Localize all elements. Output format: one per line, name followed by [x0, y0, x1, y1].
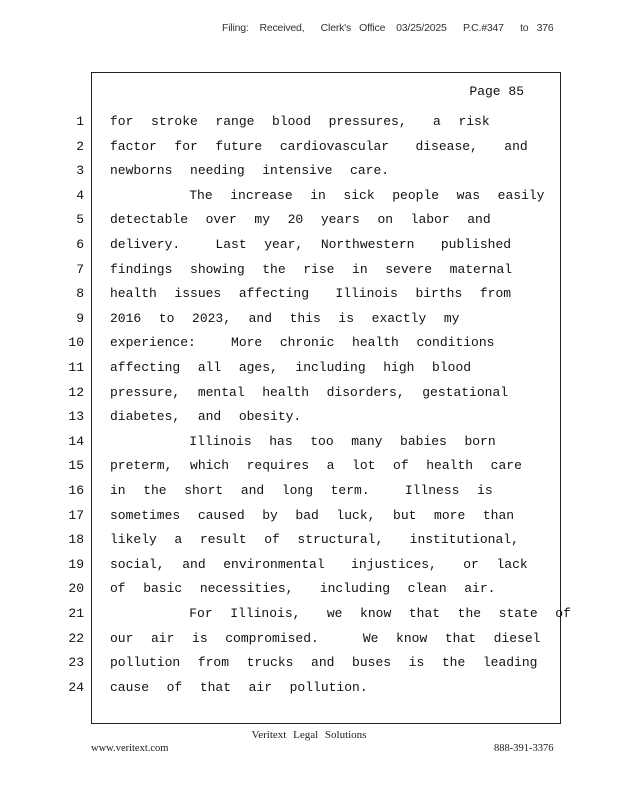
line-number: 11	[68, 360, 84, 375]
transcript-line-text: preterm, which requires a lot of health care	[110, 458, 522, 474]
transcript-line-text: Illinois has too many babies born	[110, 433, 496, 449]
transcript-line-text: health issues affecting Illinois births from	[110, 286, 512, 302]
transcript-line-text: findings showing the rise in severe maternal	[110, 261, 513, 277]
line-number: 5	[76, 212, 84, 228]
line-number: 18	[68, 532, 84, 548]
line-number: 17	[68, 507, 84, 523]
transcript-line-text: pressure, mental health disorders, gestational	[110, 384, 509, 400]
transcript-line-text: affecting all ages, including high blood	[110, 360, 472, 375]
transcript-line-text: experience: More chronic health conditions	[110, 335, 495, 351]
line-number: 7	[76, 261, 84, 277]
transcript-line-text: factor for future cardiovascular disease, and	[110, 138, 528, 154]
transcript-line-text: of basic necessities, including clean air.	[110, 581, 496, 597]
line-number: 1	[76, 114, 84, 129]
transcript-line-text: for stroke range blood pressures, a risk	[110, 114, 490, 129]
line-number: 2	[76, 138, 84, 154]
transcript-line-text: detectable over my 20 years on labor and	[110, 212, 491, 228]
line-number: 23	[68, 655, 84, 671]
transcript-line-text: newborns needing intensive care.	[110, 163, 390, 179]
line-number: 16	[68, 483, 84, 498]
line-number: 14	[68, 433, 84, 449]
line-number: 20	[68, 581, 84, 597]
transcript-line-text: 2016 to 2023, and this is exactly my	[110, 310, 460, 326]
line-number: 13	[68, 409, 84, 425]
transcript-line-text: social, and environmental injustices, or lack	[110, 556, 528, 572]
footer-website: www.veritext.com	[91, 743, 169, 754]
transcript-line-text: in the short and long term. Illness is	[110, 483, 493, 498]
filing-stamp: Filing: Received, Clerk's Office 03/25/2025 P.C.#347 to 376	[222, 22, 554, 34]
transcript-line-text: pollution from trucks and buses is the leading	[110, 655, 538, 671]
transcript-line-text: For Illinois, we know that the state of	[110, 606, 571, 621]
transcript-line-text: delivery. Last year, Northwestern published	[110, 237, 512, 252]
line-number: 22	[68, 630, 84, 646]
line-number: 19	[68, 556, 84, 572]
line-number: 9	[76, 310, 84, 326]
footer-phone: 888-391-3376	[494, 743, 554, 754]
line-number: 24	[68, 679, 84, 695]
line-number: 12	[68, 384, 84, 400]
footer-company: Veritext Legal Solutions	[251, 729, 367, 741]
transcript-line-text: our air is compromised. We know that diesel	[110, 630, 541, 646]
line-number: 4	[76, 187, 84, 203]
transcript-line-text: sometimes caused by bad luck, but more than	[110, 507, 515, 523]
line-number: 3	[76, 163, 84, 179]
page-number: Page 85	[469, 84, 524, 99]
line-number: 8	[76, 286, 84, 302]
line-number: 15	[68, 458, 84, 474]
line-number: 21	[68, 606, 84, 621]
transcript-line-text: The increase in sick people was easily	[110, 187, 545, 203]
transcript-line-text: likely a result of structural, institutional,	[110, 532, 519, 548]
transcript-line-text: diabetes, and obesity.	[110, 409, 302, 425]
line-number: 10	[68, 335, 84, 351]
line-number: 6	[76, 237, 84, 252]
transcript-line-text: cause of that air pollution.	[110, 679, 368, 695]
